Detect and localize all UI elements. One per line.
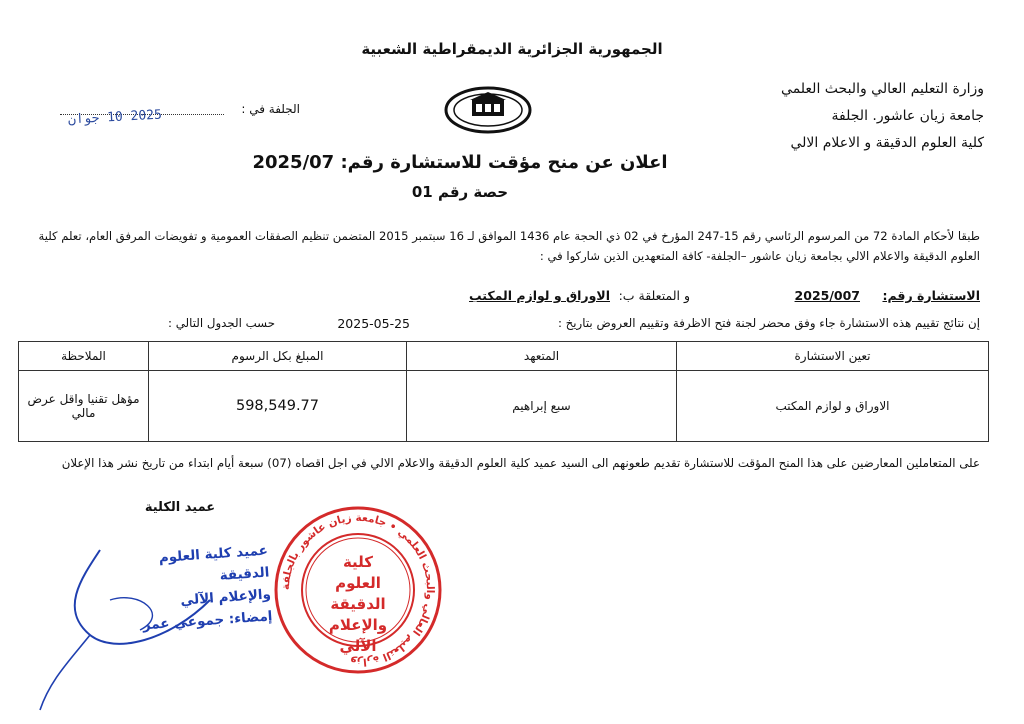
evaluation-date: 2025-05-25	[337, 316, 410, 331]
cell-bidder: سبع إبراهيم	[407, 371, 677, 442]
seal-line-2: العلوم الدقيقة	[330, 574, 386, 613]
university-line: جامعة زيان عاشور. الجلفة	[831, 108, 984, 124]
award-table	[18, 341, 989, 442]
seal-ring-text: وزارة التعليم العالي والبحث العلمي • جامعة زيان عاشور بالجلفة	[279, 511, 437, 669]
seal-line-1: كلية	[342, 553, 374, 571]
stamp-line-2: والإعلام الآلي	[179, 586, 272, 609]
result-line	[30, 316, 980, 338]
table-header-row	[19, 342, 989, 371]
faculty-line: كلية العلوم الدقيقة و الاعلام الالي	[790, 135, 984, 151]
header-bidder: المتعهد	[407, 342, 677, 371]
announcement-title: اعلان عن منح مؤقت للاستشارة رقم: 2025/07	[252, 152, 668, 173]
seal-line-3: والإعلام	[328, 616, 388, 634]
stamp-line-3: إمضاء: جموعي عمر	[142, 608, 273, 634]
appeal-paragraph: على المتعاملين المعارضين على هذا المنح المؤقت للاستشارة تقديم طعونهم الى السيد عميد كلية العلوم الدقيقة والاعلام الالي في اجل اقصاه (07) سبعة أيام ابتداء من تاريخ نشر هذا الإعلان	[61, 456, 980, 470]
header-amount: المبلغ بكل الرسوم	[149, 342, 407, 371]
consultation-line	[30, 288, 980, 312]
result-after-text: حسب الجدول التالي :	[167, 316, 275, 330]
institution-block	[744, 76, 984, 157]
consultation-number: 2025/007	[794, 288, 860, 303]
signature-stamp	[107, 540, 273, 634]
date-stamp: 2025 10 جوان	[67, 107, 163, 128]
intro-paragraph: طبقا لأحكام المادة 72 من المرسوم الرئاسي رقم 15-247 المؤرخ في 02 ذي الحجة عام 1436 الموافق لـ 16 سبتمبر 2015 المتضمن تنظيم الصفقات العمومية و تفويضات المرفق العام، تعلم كلية العلوم الدقيقة والاعلام الالي بجامعة زيان عاشور –الجلفة- كافة المتعهدين الذين شاركوا في :	[38, 229, 980, 263]
seal-line-4: الآلي	[339, 637, 377, 655]
university-emblem-icon	[444, 86, 532, 134]
lot-number: حصة رقم 01	[411, 183, 509, 201]
result-text: إن نتائج تقييم هذه الاستشارة جاء وفق محضر لجنة فتح الاظرفة وتقييم العروض بتاريخ :	[557, 316, 980, 330]
cell-notes: مؤهل تقنيا واقل عرض مالي	[19, 371, 149, 442]
consultation-subject: الاوراق و لوازم المكتب	[469, 288, 610, 303]
header-notes: الملاحظة	[19, 342, 149, 371]
place-date-field	[60, 98, 300, 128]
consultation-connector: و المتعلقة ب:	[618, 288, 690, 303]
seal-center-text	[308, 552, 408, 657]
ministry-line: وزارة التعليم العالي والبحث العلمي	[781, 81, 984, 97]
consultation-label: الاستشارة رقم:	[882, 288, 980, 303]
cell-amount: 598,549.77	[149, 371, 407, 442]
official-seal	[272, 504, 444, 676]
dean-title: عميد الكلية	[144, 500, 216, 515]
header-designation: تعين الاستشارة	[677, 342, 989, 371]
place-label: الجلفة في :	[241, 102, 300, 116]
cell-designation: الاوراق و لوازم المكتب	[677, 371, 989, 442]
stamp-line-1: عميد كلية العلوم الدقيقة	[158, 542, 270, 584]
table-row	[19, 371, 989, 442]
republic-heading: الجمهورية الجزائرية الديمقراطية الشعبية	[361, 40, 663, 58]
